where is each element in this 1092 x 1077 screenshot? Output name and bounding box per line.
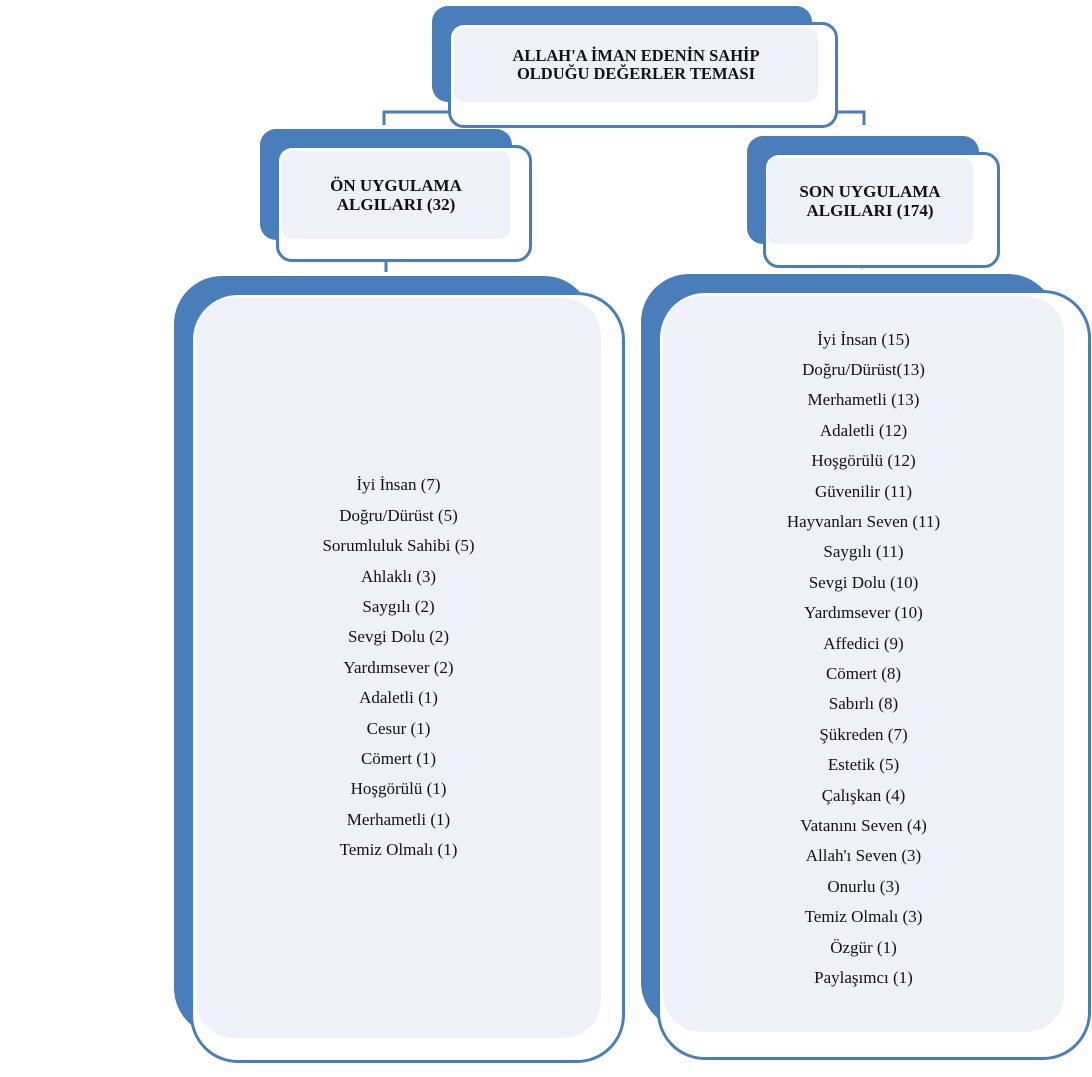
post-value-item: Hayvanları Seven (11) (786, 511, 941, 531)
post-value-item: Saygılı (11) (823, 542, 904, 562)
post-value-item: Estetik (5) (827, 755, 900, 775)
root-title-line-1: ALLAH'A İMAN EDENİN SAHİP (512, 45, 760, 65)
post-title-line-1: SON UYGULAMA (799, 181, 941, 201)
pre-value-item: Doğru/Dürüst (5) (339, 505, 458, 525)
pre-value-item: Hoşgörülü (1) (350, 779, 447, 799)
post-value-item: Cömert (8) (825, 664, 902, 683)
post-value-item: Yardımsever (10) (804, 603, 923, 623)
post-values-list (787, 325, 940, 994)
pre-value-item: Sevgi Dolu (2) (347, 627, 450, 647)
pre-title-line-1: ÖN UYGULAMA (330, 175, 462, 195)
pre-node-title (282, 151, 510, 239)
pre-application-list-box (174, 276, 625, 1063)
pre-title-line-2: ALGILARI (32) (336, 195, 456, 214)
post-value-item: Doğru/Dürüst(13) (802, 359, 925, 379)
pre-values-list (322, 470, 474, 865)
pre-value-item: İyi İnsan (7) (356, 475, 441, 495)
root-node-title (454, 28, 818, 102)
post-title-line-2: ALGILARI (174) (806, 201, 934, 220)
post-value-item: Allah'ı Seven (3) (805, 846, 922, 866)
pre-value-item: Saygılı (2) (362, 596, 435, 616)
pre-value-item: Ahlaklı (3) (360, 566, 437, 586)
post-value-item: Adaletli (12) (819, 420, 908, 440)
post-value-item: Şükreden (7) (819, 724, 908, 744)
pre-value-item: Cömert (1) (360, 749, 437, 769)
post-list-content (663, 296, 1064, 1032)
post-value-item: Özgür (1) (830, 937, 897, 957)
post-application-node (747, 136, 1000, 268)
pre-application-node (260, 129, 532, 262)
post-value-item: İyi İnsan (15) (817, 329, 910, 349)
post-value-item: Vatanını Seven (4) (800, 816, 927, 836)
pre-value-item: Yardımsever (2) (343, 657, 454, 677)
post-value-item: Paylaşımcı (1) (814, 968, 913, 988)
root-node (432, 6, 838, 128)
post-value-item: Sevgi Dolu (10) (808, 572, 919, 592)
pre-list-content (196, 298, 601, 1038)
pre-value-item: Temiz Olmalı (1) (339, 840, 458, 860)
post-application-list-box (641, 274, 1091, 1060)
post-value-item: Onurlu (3) (827, 876, 900, 896)
post-node-title (767, 158, 973, 244)
root-title-line-2: OLDUĞU DEĞERLER TEMASI (516, 64, 756, 83)
post-value-item: Güvenilir (11) (814, 481, 913, 501)
post-value-item: Affedici (9) (823, 633, 904, 653)
pre-value-item: Adaletli (1) (359, 688, 438, 708)
pre-value-item: Cesur (1) (366, 718, 431, 738)
post-value-item: Temiz Olmalı (3) (804, 907, 923, 927)
pre-value-item: Merhametli (1) (346, 809, 451, 829)
pre-value-item: Sorumluluk Sahibi (5) (322, 536, 475, 556)
post-value-item: Hoşgörülü (12) (811, 451, 916, 471)
post-value-item: Sabırlı (8) (828, 694, 899, 714)
post-value-item: Çalışkan (4) (821, 785, 906, 805)
post-value-item: Merhametli (13) (807, 390, 920, 410)
